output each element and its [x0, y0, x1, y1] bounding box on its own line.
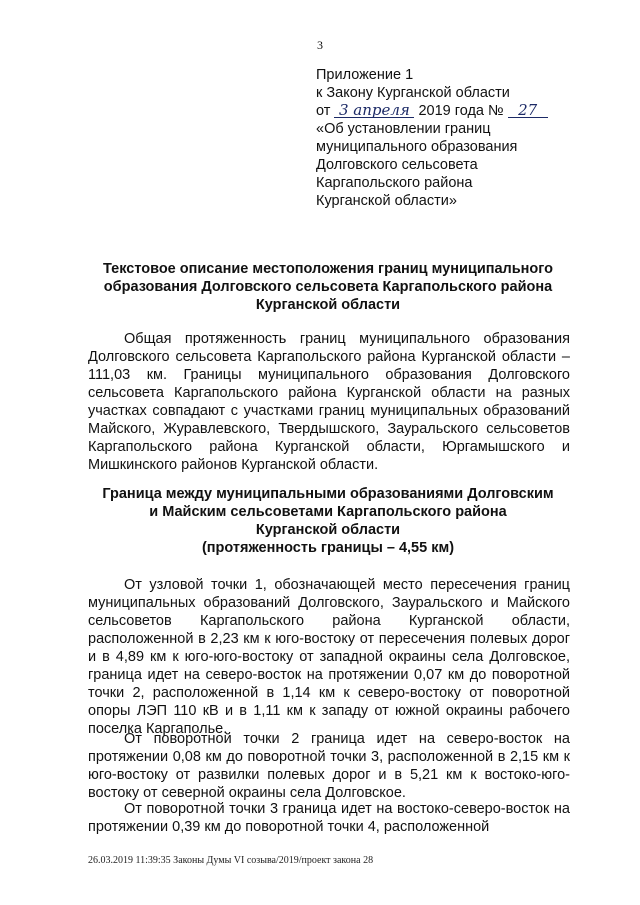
- appendix-law-title-2: муниципального образования: [316, 139, 518, 155]
- heading2-line4: (протяженность границы – 4,55 км): [201, 540, 455, 556]
- section-heading-2: [88, 485, 568, 557]
- appendix-date-line: [316, 102, 616, 120]
- appendix-from-prefix: от: [316, 103, 331, 119]
- handwritten-date: 3 апреля: [334, 103, 414, 118]
- appendix-title: Приложение 1: [316, 67, 414, 83]
- paragraph-point-3: От поворотной точки 3 граница идет на востоко-северо-восток на протяжении 0,39 км до поворотной точки 4, расположенной: [88, 801, 570, 835]
- appendix-law-title-4: Каргапольского района: [316, 175, 473, 191]
- footer-file-path: 26.03.2019 11:39:35 Законы Думы VI созыва/2019/проект закона 28: [88, 855, 374, 866]
- appendix-law-title-5: Курганской области»: [316, 193, 457, 209]
- heading2-line3: Курганской области: [255, 522, 401, 538]
- appendix-law-ref: к Закону Курганской области: [316, 85, 510, 101]
- heading2-line2: и Майским сельсоветами Каргапольского района: [149, 504, 507, 520]
- paragraph-point-1: От узловой точки 1, обозначающей место пересечения границ муниципальных образований Долговского, Зауральского и Майского сельсоветов Каргапольского района Курганской области, расположенной в 2,23 км к юго-востоку от пересечения полевых дорог и в 4,89 км к юго-юго-востоку от западной окраины села Долговское, граница идет на северо-восток на протяжении 0,07 км до поворотной точки 2, расположенной в 1,14 км к северо-востоку от поворотной опоры ЛЭП 110 кВ и в 1,11 км к западу от южной окраины рабочего поселка Каргаполье.: [88, 577, 570, 737]
- page-number: 3: [317, 38, 323, 52]
- heading2-line1: Граница между муниципальными образованиями Долговским: [102, 486, 554, 502]
- paragraph-point-2: От поворотной точки 2 граница идет на северо-восток на протяжении 0,08 км до поворотной точки 3, расположенной в 2,15 км к юго-востоку от развилки полевых дорог и в 5,21 км к востоко-юго-востоку от северной окраины села Долговское.: [88, 731, 570, 801]
- section-heading-1: Текстовое описание местоположения границ муниципального образования Долговского сельсовета Каргапольского района Курганской области: [103, 261, 553, 313]
- appendix-law-title-1: «Об установлении границ: [316, 121, 491, 137]
- appendix-law-title-3: Долговского сельсовета: [316, 157, 478, 173]
- appendix-block: [316, 66, 616, 210]
- paragraph-total-length: Общая протяженность границ муниципального образования Долговского сельсовета Каргапольского района Курганской области – 111,03 км. Границы муниципального образования Долговского сельсовета Каргапольского района Курганской области на разных участках совпадают с участками границ муниципальных образований Майского, Журавлевского, Твердышского, Зауральского сельсоветов Каргапольского района Курганской области, Юргамышского и Мишкинского районов Курганской области.: [88, 331, 570, 473]
- appendix-year-text: 2019 года №: [418, 103, 504, 119]
- handwritten-number: 27: [508, 103, 548, 118]
